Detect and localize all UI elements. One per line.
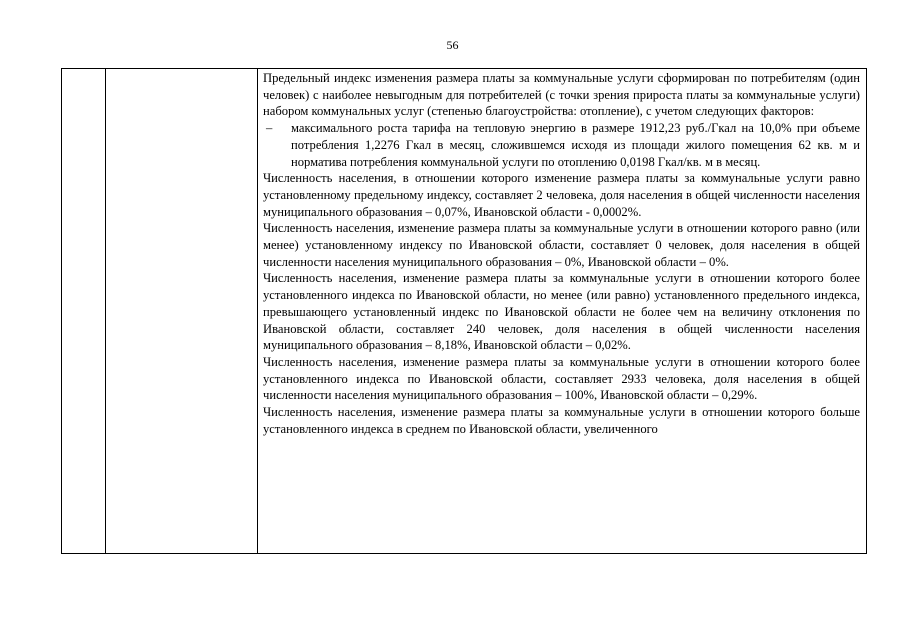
paragraph-population-between: Численность населения, изменение размера платы за коммунальные услуги в отношении которого более установленного индекса по Ивановской области, но менее (или равно) установленного предельного индекса, превышающего установленный индекс по Ивановской области не более чем на величину отклонения по Ивановской области, составляет 240 человек, доля населения в общей численности населения муниципального образования – 8,18%, Ивановской области – 0,02%. <box>263 271 860 353</box>
column-divider-1 <box>105 69 106 553</box>
paragraph-population-more: Численность населения, изменение размера платы за коммунальные услуги в отношении которого более установленного индекса по Ивановской области, составляет 2933 человека, доля населения в общей численности населения муниципального образования – 100%, Ивановской области – 0,29%. <box>263 354 860 403</box>
bullet-item <box>263 120 860 170</box>
page-number: 56 <box>446 38 459 52</box>
paragraph-population-above-average: Численность населения, изменение размера платы за коммунальные услуги в отношении которого больше установленного индекса в среднем по Ивановской области, увеличенного <box>263 405 860 436</box>
document-table <box>61 68 867 554</box>
bullet-text: максимального роста тарифа на тепловую энергию в размере 1912,23 руб./Гкал на 10,0% при объеме потребления 1,2276 Гкал в месяц, сложившемся исходя из площади жилого помещения 62 кв. м и норматива потребления коммунальной услуги по отоплению 0,0198 Гкал/кв. м в месяц. <box>291 121 860 169</box>
paragraph-intro: Предельный индекс изменения размера платы за коммунальные услуги сформирован по потребителям (один человек) с наиболее невыгодным для потребителей (с точки зрения прироста платы за коммунальные услуги) набором коммунальных услуг (степенью благоустройства: отопление), с учетом следующих факторов: <box>263 71 860 119</box>
column-divider-2 <box>257 69 258 553</box>
bullet-dash: – <box>266 121 273 136</box>
paragraph-population-less: Численность населения, изменение размера платы за коммунальные услуги в отношении которого равно (или менее) установленному индексу по Ивановской области, составляет 0 человек, доля населения в общей численности населения муниципального образования – 0%, Ивановской области – 0%. <box>263 221 860 269</box>
paragraph-population-equal: Численность населения, в отношении которого изменение размера платы за коммунальные услуги равно установленному предельному индексу, составляет 2 человека, доля населения в общей численности населения муниципального образования – 0,07%, Ивановской области - 0,0002%. <box>263 171 860 219</box>
table-cell-text <box>263 70 860 437</box>
